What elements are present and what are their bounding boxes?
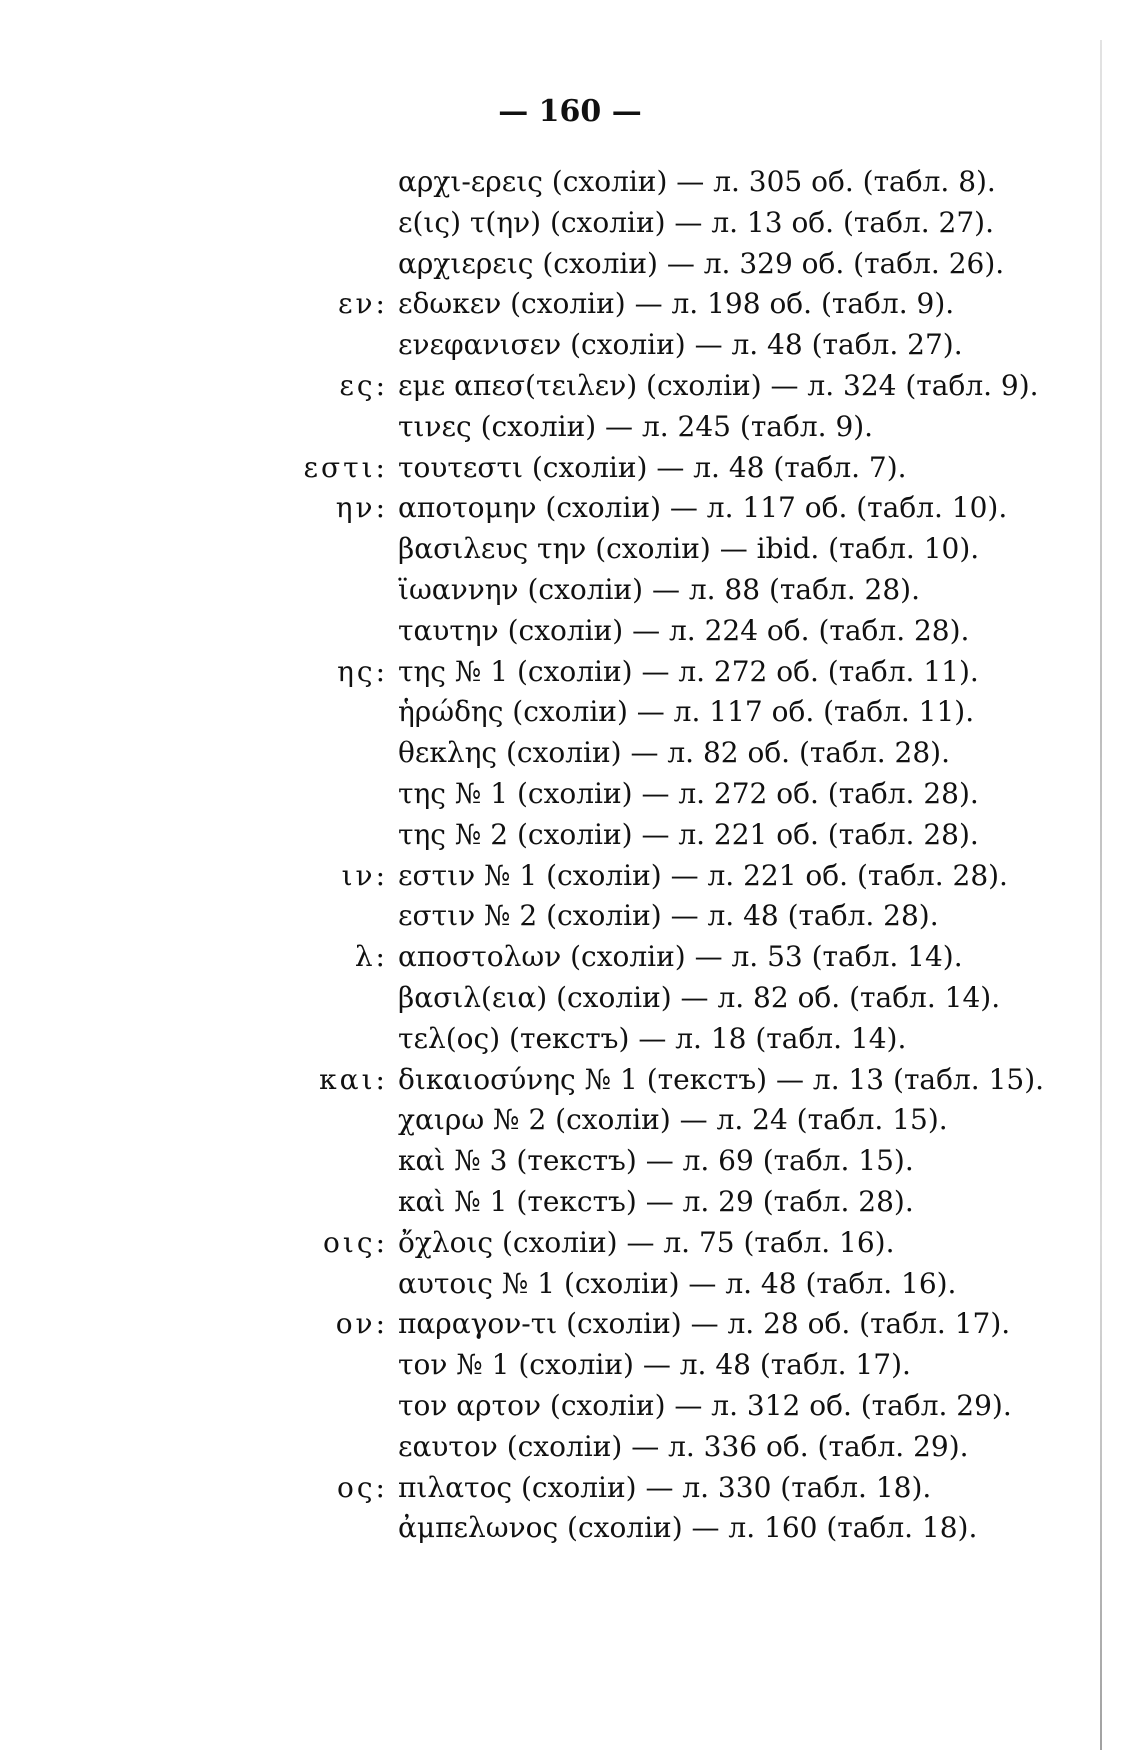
entry-row [0, 611, 1140, 652]
entry-list [0, 162, 1140, 1549]
entry-ending-label: οις: [323, 1225, 388, 1259]
entry-row [0, 652, 1140, 693]
page-edge-line [1100, 40, 1102, 1750]
entry-row [0, 366, 1140, 407]
entry-row [0, 1141, 1140, 1182]
entry-ending-label: εστι: [303, 450, 388, 484]
entry-text: τινες (схолiи) — л. 245 (табл. 9). [398, 409, 874, 443]
entry-text: ενεφανισεν (схолiи) — л. 48 (табл. 27). [398, 328, 963, 362]
entry-row [0, 448, 1140, 489]
entry-text: εαυτον (схолiи) — л. 336 об. (табл. 29). [398, 1429, 969, 1463]
entry-text: ϊωαννην (схолiи) — л. 88 (табл. 28). [398, 572, 920, 606]
entry-ending-label: ιν: [341, 858, 388, 892]
entry-text: της № 1 (схолiи) — л. 272 об. (табл. 28). [398, 776, 979, 810]
entry-text: της № 1 (схолiи) — л. 272 об. (табл. 11). [398, 654, 979, 688]
entry-text: θεκλης (схолiи) — л. 82 об. (табл. 28). [398, 736, 950, 770]
entry-ending-label: ον: [335, 1307, 388, 1341]
entry-row [0, 733, 1140, 774]
entry-row [0, 856, 1140, 897]
entry-ending-label: ην: [335, 491, 388, 525]
entry-row [0, 1100, 1140, 1141]
entry-row [0, 203, 1140, 244]
entry-text: ε(ις) τ(ην) (схолiи) — л. 13 об. (табл. 27). [398, 205, 994, 239]
entry-text: τον αρτον (схолiи) — л. 312 об. (табл. 29). [398, 1388, 1012, 1422]
entry-text: αρχιερεις (схолiи) — л. 329 об. (табл. 26). [398, 246, 1005, 280]
entry-row [0, 1223, 1140, 1264]
entry-text: πιλατος (схолiи) — л. 330 (табл. 18). [398, 1470, 932, 1504]
entry-row [0, 896, 1140, 937]
entry-text: ἡρώδης (схолiи) — л. 117 об. (табл. 11). [398, 695, 975, 729]
entry-row [0, 937, 1140, 978]
entry-text: παραγον-τι (схолiи) — л. 28 об. (табл. 17). [398, 1307, 1011, 1341]
entry-ending-label: ης: [337, 654, 388, 688]
entry-row [0, 325, 1140, 366]
entry-row [0, 1304, 1140, 1345]
entry-text: τον № 1 (схолiи) — л. 48 (табл. 17). [398, 1348, 911, 1382]
entry-row [0, 978, 1140, 1019]
entry-row [0, 1264, 1140, 1305]
entry-row [0, 1468, 1140, 1509]
entry-text: δικαιοσύνης № 1 (текстъ) — л. 13 (табл. 15). [398, 1062, 1045, 1096]
entry-row [0, 1508, 1140, 1549]
entry-row [0, 488, 1140, 529]
entry-text: εμε απεσ(τειλεν) (схолiи) — л. 324 (табл. 9). [398, 368, 1039, 402]
entry-text: εδωκεν (схолiи) — л. 198 об. (табл. 9). [398, 287, 955, 321]
entry-row [0, 1182, 1140, 1223]
entry-row [0, 1386, 1140, 1427]
entry-row [0, 774, 1140, 815]
entry-text: χαιρω № 2 (схолiи) — л. 24 (табл. 15). [398, 1103, 948, 1137]
entry-row [0, 1345, 1140, 1386]
entry-text: αποστολων (схолiи) — л. 53 (табл. 14). [398, 940, 963, 974]
entry-text: αποτομην (схолiи) — л. 117 об. (табл. 10). [398, 491, 1008, 525]
entry-row [0, 570, 1140, 611]
entry-row [0, 1427, 1140, 1468]
entry-text: τελ(ος) (текстъ) — л. 18 (табл. 14). [398, 1021, 907, 1055]
entry-text: εστιν № 1 (схолiи) — л. 221 об. (табл. 28). [398, 858, 1008, 892]
entry-text: εστιν № 2 (схолiи) — л. 48 (табл. 28). [398, 899, 939, 933]
entry-row [0, 407, 1140, 448]
entry-row [0, 1060, 1140, 1101]
entry-text: της № 2 (схолiи) — л. 221 об. (табл. 28). [398, 817, 979, 851]
entry-text: βασιλ(εια) (схолiи) — л. 82 об. (табл. 14). [398, 980, 1001, 1014]
entry-ending-label: λ: [354, 940, 388, 974]
entry-row [0, 284, 1140, 325]
entry-ending-label: εν: [338, 287, 388, 321]
entry-row [0, 692, 1140, 733]
entry-ending-label: ος: [337, 1470, 388, 1504]
entry-row [0, 529, 1140, 570]
entry-row [0, 815, 1140, 856]
entry-text: αυτοις № 1 (схолiи) — л. 48 (табл. 16). [398, 1266, 957, 1300]
entry-text: ἀμπελωνος (схолiи) — л. 160 (табл. 18). [398, 1511, 978, 1545]
page-number: — 160 — [498, 94, 642, 129]
entry-row [0, 1019, 1140, 1060]
entry-text: τουτεστι (схолiи) — л. 48 (табл. 7). [398, 450, 907, 484]
entry-text: βασιλευς την (схолiи) — ibid. (табл. 10). [398, 532, 980, 566]
entry-row [0, 162, 1140, 203]
entry-text: καὶ № 1 (текстъ) — л. 29 (табл. 28). [398, 1184, 914, 1218]
entry-text: αρχι-ερεις (схолiи) — л. 305 об. (табл. 8). [398, 165, 996, 198]
entry-text: καὶ № 3 (текстъ) — л. 69 (табл. 15). [398, 1144, 914, 1178]
entry-row [0, 244, 1140, 285]
entry-ending-label: ες: [339, 368, 388, 402]
entry-ending-label: και: [319, 1062, 388, 1096]
entry-text: ὄχλοις (схолiи) — л. 75 (табл. 16). [398, 1225, 895, 1259]
entry-text: ταυτην (схолiи) — л. 224 об. (табл. 28). [398, 613, 970, 647]
